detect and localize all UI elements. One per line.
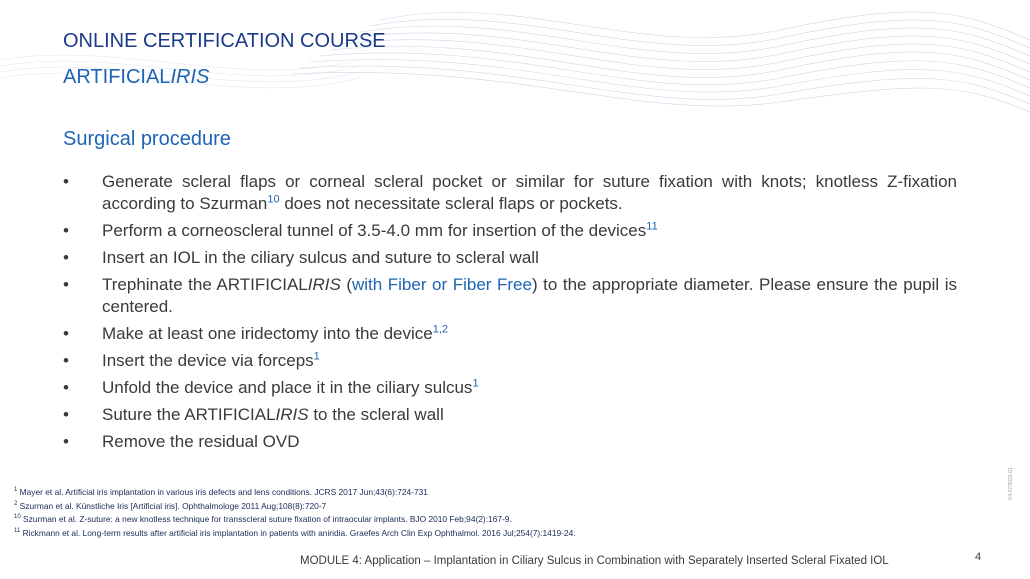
reference-number: 1 — [14, 487, 18, 494]
bullet-icon: • — [63, 324, 69, 343]
list-item-text: Insert the device via forceps — [102, 351, 314, 370]
reference-number: 11 — [14, 527, 21, 534]
citation-ref: 1 — [313, 350, 320, 363]
bullet-icon: • — [63, 221, 69, 240]
reference-number: 2 — [14, 500, 18, 507]
list-item — [63, 404, 957, 426]
list-item-text: does not necessitate scleral flaps or pockets. — [279, 194, 623, 213]
variant-highlight: with Fiber or Fiber Free — [352, 275, 532, 294]
product-name-prefix: ARTIFICIAL — [63, 66, 171, 88]
procedure-list — [63, 171, 957, 458]
citation-ref: 11 — [646, 220, 658, 233]
list-item-text: Suture the ARTIFICIAL — [102, 405, 276, 424]
list-item — [63, 220, 957, 242]
list-item-text: Perform a corneoscleral tunnel of 3.5-4.0 mm for insertion of the devices — [102, 221, 647, 240]
module-footer: MODULE 4: Application – Implantation in Ciliary Sulcus in Combination with Separately Inserted Scleral Fixated IOL — [300, 555, 889, 567]
list-item-text: Remove the residual OVD — [102, 432, 300, 451]
list-item-text: Insert an IOL in the ciliary sulcus and suture to scleral wall — [102, 248, 539, 267]
reference-text: Szurman et al. Z-suture: a new knotless technique for transscleral suture fixation of intraocular implants. BJO 2010 Feb;94(2):167-9. — [23, 514, 512, 524]
document-code: V4.07/2022-01 — [1008, 467, 1014, 500]
bullet-icon: • — [63, 351, 69, 370]
list-item-text: to the scleral wall — [308, 405, 444, 424]
bullet-icon: • — [63, 378, 69, 397]
reference-text: Szurman et al. Künstliche Iris [Artificial iris]. Ophthalmologe 2011 Aug;108(8):720-7 — [19, 500, 327, 511]
list-item — [63, 377, 957, 399]
course-title: ONLINE CERTIFICATION COURSE — [63, 30, 386, 52]
product-name-italic: IRIS — [307, 275, 341, 294]
list-item — [63, 274, 957, 318]
list-item-text: Make at least one iridectomy into the device — [102, 324, 433, 343]
reference-number: 10 — [14, 514, 21, 521]
list-item-text: Generate scleral flaps or corneal scleral pocket or similar for suture fixation with knots; knotless Z-fixation according to Szurman — [102, 172, 957, 213]
reference-item — [14, 500, 774, 514]
bullet-icon: • — [63, 275, 69, 294]
bullet-icon: • — [63, 432, 69, 451]
list-item-text: Trephinate the ARTIFICIAL — [102, 275, 308, 294]
citation-ref: 1 — [472, 377, 479, 390]
list-item — [63, 350, 957, 372]
list-item-text: ) to the appropriate diameter. Please ensure the pupil is centered. — [102, 275, 957, 316]
reference-text: Rickmann et al. Long-term results after artificial iris implantation in patients with aniridia. Graefes Arch Clin Exp Ophthalmol. 2016 Jul;254(7):1419-24. — [22, 527, 576, 538]
list-item — [63, 247, 957, 269]
section-title: Surgical procedure — [63, 128, 231, 150]
product-name — [63, 66, 209, 89]
citation-ref: 10 — [267, 193, 280, 206]
bullet-icon: • — [63, 172, 69, 191]
bullet-icon: • — [63, 248, 69, 267]
reference-item — [14, 486, 774, 500]
list-item — [63, 323, 957, 345]
product-name-italic: IRIS — [275, 405, 309, 424]
reference-item — [14, 513, 774, 527]
page-number: 4 — [975, 551, 982, 563]
reference-item — [14, 527, 774, 541]
bullet-icon: • — [63, 405, 69, 424]
citation-ref: 1,2 — [432, 323, 449, 336]
list-item — [63, 171, 957, 215]
list-item — [63, 431, 957, 453]
references — [14, 486, 774, 540]
product-name-italic: IRIS — [170, 66, 210, 88]
reference-text: Mayer et al. Artificial iris implantation in various iris defects and lens conditions. JCRS 2017 Jun;43(6):724-731 — [19, 487, 428, 497]
list-item-text: Unfold the device and place it in the ciliary sulcus — [102, 378, 473, 397]
list-item-text: ( — [340, 275, 352, 294]
